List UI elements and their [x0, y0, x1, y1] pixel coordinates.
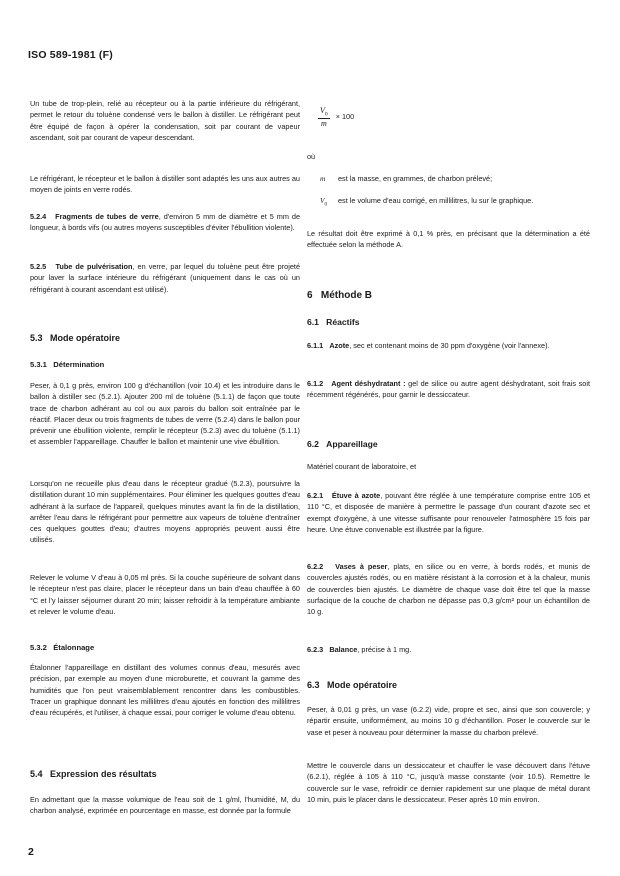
heading-6-3: [307, 680, 397, 690]
section-text: , en verre, par lequel du toluène peut être projeté pour laver la surface intérieure du réfrigérant (uniquement dans le cas où un réfrigérant à courant ascendant est utilisé).: [30, 262, 300, 294]
section-number: 6.1.2: [307, 379, 324, 388]
heading-number: 5.3: [30, 333, 43, 343]
paragraph-lorsque: Lorsqu'on ne recueille plus d'eau dans le récepteur gradué (5.2.3), poursuivre la distillation durant 10 min supplémentaires. Pour éliminer les quelques gouttes d'eau adhérant à la surface de l'appareil, quelques minutes avant la fin de la distillation, arrêter l'eau dans le réfrigérant pour permettre aux vapeurs de toluène d'entraîner ces quelques gouttes d'eau; d'autres moyens appropriés peuvent aussi être utilisés.: [30, 479, 300, 545]
paragraph-mettre: Mettre le couvercle dans un dessiccateur et chauffer le vase découvert dans l'étuve (6.2.1), réglée à 105 à 110 °C, jusqu'à masse constante (voir 10.5). Remettre le couvercle sur le vase, refroidir ce dernier rapidement sur une plaque de métal durant 10 min, puis le placer dans le dessiccateur. Peser après 10 min environ.: [307, 761, 590, 804]
section-6-1-2: [307, 378, 590, 401]
heading-6: [307, 290, 372, 301]
heading-6-1: [307, 317, 360, 327]
page-number: 2: [28, 846, 34, 858]
section-text: gel de silice ou autre agent déshydratant, soit frais soit récemment régénérés, pour garnir le dessiccateur.: [307, 379, 590, 400]
section-number: 6.2.2: [307, 562, 324, 571]
section-title: Fragments de tubes de verre: [55, 212, 159, 221]
paragraph-intro: Un tube de trop-plein, relié au récepteur ou à la partie inférieure du réfrigérant, permet le retour du toluène condensé vers le ballon à distiller. Le réfrigérant peut être équipé de façon à opérer la condensation, soit par courant de vapeur ascendant, soit par courant de vapeur descendant.: [30, 99, 300, 142]
paragraph-joints: Le réfrigérant, le récepteur et le ballon à distiller sont adaptés les uns aux autres au moyen de joints en verre rodés.: [30, 174, 300, 195]
formula-numerator: $V_0$: [320, 106, 328, 118]
heading-number: 6.3: [307, 680, 320, 690]
paragraph-relever: Relever le volume V d'eau à 0,05 ml près. Si la couche supérieure de solvant dans le récepteur n'est pas claire, placer le récepteur dans un bain d'eau chauffée à 60 °C et l'y laisser séjourner durant 20 min; laisser refroidir à la température ambiante et relever le volume d'eau.: [30, 573, 300, 616]
heading-number: 5.4: [30, 769, 43, 779]
heading-5-3: [30, 333, 120, 343]
definition-symbol: $V_0$: [320, 196, 328, 208]
section-5-2-4: [30, 211, 300, 234]
document-header: ISO 589-1981 (F): [28, 49, 113, 61]
section-title: Azote: [329, 341, 350, 350]
text-ou: où: [307, 152, 316, 161]
formula-multiplier: × 100: [335, 112, 355, 122]
section-text: , sec et contenant moins de 30 ppm d'oxygène (voir l'annexe).: [349, 341, 550, 350]
definition-symbol: m: [320, 174, 326, 183]
heading-number: 5.3.2: [30, 643, 47, 652]
formula-moisture: [318, 106, 354, 128]
paragraph-peser: Peser, à 0,01 g près, un vase (6.2.2) vide, propre et sec, ainsi que son couvercle; y répartir ensuite, uniformément, au moins 10 g d'échantillon. Poser le couvercle sur le vase et peser à nouveau pour déterminer la masse du charbon prélevé.: [307, 705, 590, 737]
heading-title: Détermination: [53, 360, 105, 369]
section-title: Tube de pulvérisation: [55, 262, 133, 271]
heading-5-3-2: [30, 643, 94, 652]
paragraph-materiel: Matériel courant de laboratoire, et: [307, 462, 417, 471]
section-title: Balance: [329, 645, 358, 654]
section-6-1-1: [307, 340, 590, 351]
heading-title: Mode opératoire: [327, 680, 398, 690]
section-text: , précise à 1 mg.: [357, 645, 412, 654]
formula-denominator: m: [320, 118, 327, 128]
heading-5-3-1: [30, 360, 104, 369]
section-number: 5.2.5: [30, 262, 47, 271]
heading-number: 6.1: [307, 317, 319, 327]
paragraph-etalonner: Étalonner l'appareillage en distillant des volumes connus d'eau, mesurés avec précision, par exemple au moyen d'une microburette, et couvrant la gamme des humidités que l'on peut vraisemblablement rencontrer dans les combustibles. Tracer un graphique donnant les millilitres d'eau ajoutés en fonction des millilitres d'eau récupérés, et l'utiliser, à chaque essai, pour corriger le volume d'eau obtenu.: [30, 663, 301, 718]
paragraph-expression: En admettant que la masse volumique de l'eau soit de 1 g/ml, l'humidité, M, du charbon analysé, exprimée en pourcentage en masse, est donnée par la formule: [30, 795, 300, 816]
section-text: , plats, en silice ou en verre, à bords rodés, et munis de couvercles ajustés rodés, ou en matière résistant à la corrosion et à la chaleur, munis de couvercles bien ajustés. Le diamètre de chaque vase doit être tel que la masse surfacique de la couche de charbon ne dépasse pas 0,3 g/cm² pour un échantillon de 10 g.: [307, 562, 591, 617]
section-number: 6.2.3: [307, 645, 324, 654]
heading-title: Méthode B: [320, 290, 373, 301]
section-6-2-2: [307, 561, 590, 617]
heading-title: Appareillage: [326, 439, 378, 449]
section-number: 5.2.4: [30, 212, 47, 221]
definition-text: est la masse, en grammes, de charbon prélevé;: [338, 174, 493, 183]
heading-title: Mode opératoire: [50, 333, 121, 343]
section-title: Vases à peser: [335, 562, 388, 571]
heading-number: 5.3.1: [30, 360, 47, 369]
section-text: , pouvant être réglée à une température comprise entre 105 et 110 °C, et disposée de manière à permettre le passage d'un courant d'azote sec et exempt d'oxygène, à une vitesse suffisante pour renouveler l'atmosphère 15 fois par heure. Une étuve convenable est illustrée par la figure.: [307, 491, 590, 534]
heading-title: Réactifs: [326, 317, 360, 327]
paragraph-resultat: Le résultat doit être exprimé à 0,1 % près, en précisant que la détermination a été effectuée selon la méthode A.: [307, 229, 590, 250]
section-6-2-1: [307, 490, 590, 535]
heading-title: Étalonnage: [53, 643, 95, 652]
section-text: , d'environ 5 mm de diamètre et 5 mm de longueur, à bords vifs (ou autres moyens susceptibles d'éviter l'ébullition violente).: [30, 212, 300, 233]
paragraph-pesee: Peser, à 0,1 g près, environ 100 g d'échantillon (voir 10.4) et les introduire dans le ballon à distiller sec (5.2.1). Ajouter 200 ml de toluène (5.1.1) de façon que toute trace de charbon adhérant au col ou aux parois du ballon soit entraînée par le réactif. Placer deux ou trois fragments de tubes de verre (5.2.4) dans le ballon pour prévenir une ébullition violente, remplir le récepteur (5.2.3) avec du toluène (5.1.1) et assembler l'appareillage. Chauffer le ballon et maintenir une vive ébullition.: [30, 381, 300, 447]
definition-text: est le volume d'eau corrigé, en millilitres, lu sur le graphique.: [338, 196, 534, 205]
section-title: Étuve à azote: [331, 491, 381, 500]
heading-number: 6.2: [307, 439, 319, 449]
heading-title: Expression des résultats: [50, 769, 157, 779]
section-number: 6.2.1: [307, 491, 324, 500]
section-number: 6.1.1: [307, 341, 324, 350]
heading-6-2: [307, 439, 378, 449]
heading-5-4: [30, 769, 157, 779]
section-5-2-5: [30, 261, 300, 295]
heading-number: 6: [307, 290, 313, 301]
formula-fraction: [318, 106, 330, 128]
section-title: Agent déshydratant :: [331, 379, 406, 388]
section-6-2-3: [307, 644, 590, 655]
